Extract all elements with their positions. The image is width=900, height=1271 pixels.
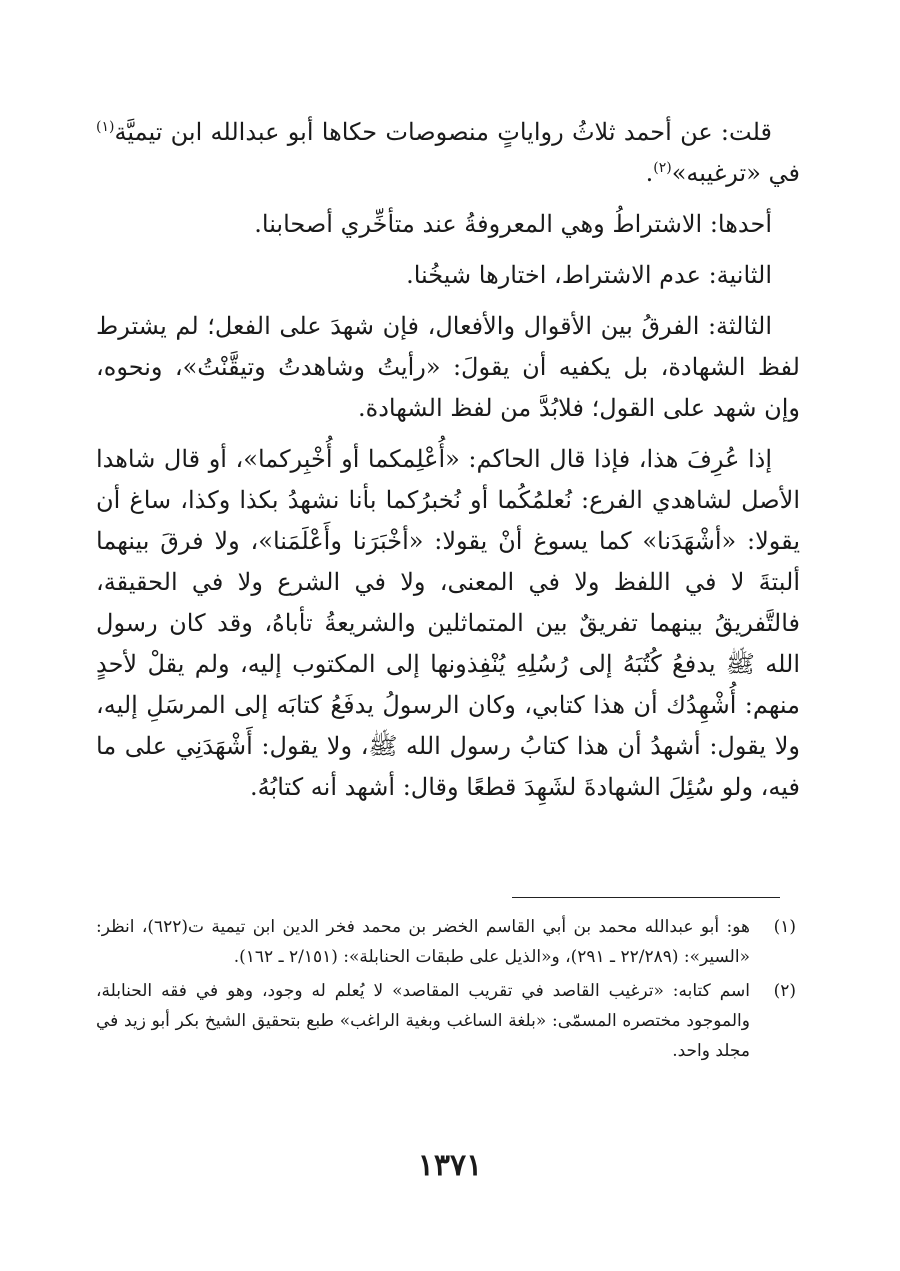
- paragraph-intro-text: قلت: عن أحمد ثلاثُ رواياتٍ منصوصات حكاها أبو عبدالله ابن تيميَّة: [114, 118, 772, 146]
- paragraph-intro: [96, 112, 800, 194]
- paragraph-first-narration: أحدها: الاشتراطُ وهي المعروفةُ عند متأخِّري أصحابنا.: [254, 210, 772, 238]
- footnote-number: (٢): [773, 981, 796, 1001]
- footnote-ref-2[interactable]: (٢): [653, 160, 672, 176]
- footnotes: [96, 912, 796, 1070]
- footnote-separator: [512, 897, 780, 898]
- footnote-text: هو: أبو عبدالله محمد بن أبي القاسم الخضر بن محمد فخر الدين ابن تيمية ت(٦٢٢)، انظر: «السير»: (٢٢/٢٨٩ ـ ٢٩١)، و«الذيل على طبقات الحنابلة»: (٢/١٥١ ـ ١٦٢).: [96, 917, 750, 967]
- paragraph-intro-text-2: في «ترغيبه»: [671, 159, 800, 187]
- footnote-1: [96, 912, 796, 972]
- paragraph-second-narration: الثانية: عدم الاشتراط، اختارها شيخُنا.: [406, 261, 772, 289]
- footnote-number: (١): [773, 917, 796, 937]
- paragraph-third-narration: الثالثة: الفرقُ بين الأقوال والأفعال، فإن شهدَ على الفعل؛ لم يشترط لفظ الشهادة، بل يكفيه أن يقولَ: «رأيتُ وشاهدتُ وتيقَّنْتُ»، ونحوه، وإن شهد على القول؛ فلابُدَّ من لفظ الشهادة.: [96, 312, 800, 422]
- footnote-text: اسم كتابه: «ترغيب القاصد في تقريب المقاصد» لا يُعلم له وجود، وهو في فقه الحنابلة، والموجود مختصره المسمّى: «بلغة الساغب وبغية الراغب» طبع بتحقيق الشيخ بكر أبو زيد في مجلد واحد.: [96, 981, 750, 1061]
- main-text: [96, 112, 800, 818]
- footnote-ref-1[interactable]: (١): [96, 119, 115, 135]
- page-number: ١٣٧١: [417, 1148, 483, 1183]
- paragraph-intro-end: .: [645, 159, 654, 187]
- paragraph-discussion: إذا عُرِفَ هذا، فإذا قال الحاكم: «أُعْلِمكما أو أُخْبِركما»، أو قال شاهدا الأصل لشاهدي الفرع: نُعلمُكُما أو نُخبرُكما بأنا نشهدُ بكذا وكذا، ساغ أن يقولا: «أشْهَدَنا» كما يسوغ أنْ يقولا: «أخْبَرَنا وأَعْلَمَنا»، ولا فرقَ بينهما ألبتةَ لا في اللفظ ولا في المعنى، ولا في الشرع ولا في الحقيقة، فالتَّفريقُ بينهما تفريقٌ بين المتماثلين والشريعةُ تأباهُ، وقد كان رسول الله ﷺ يدفعُ كُتُبَهُ إلى رُسُلِهِ يُنْفِذونها إلى المكتوب إليه، ولم يقلْ لأحدٍ منهم: أُشْهِدُك أن هذا كتابي، وكان الرسولُ يدفَعُ كتابَه إلى المرسَلِ إليه، ولا يقول: أشهدُ أن هذا كتابُ رسول الله ﷺ، ولا يقول: أَشْهَدَنِي على ما فيه، ولو سُئِلَ الشهادةَ لشَهِدَ قطعًا وقال: أشهد أنه كتابُهُ.: [96, 445, 800, 801]
- footnote-2: [96, 976, 796, 1066]
